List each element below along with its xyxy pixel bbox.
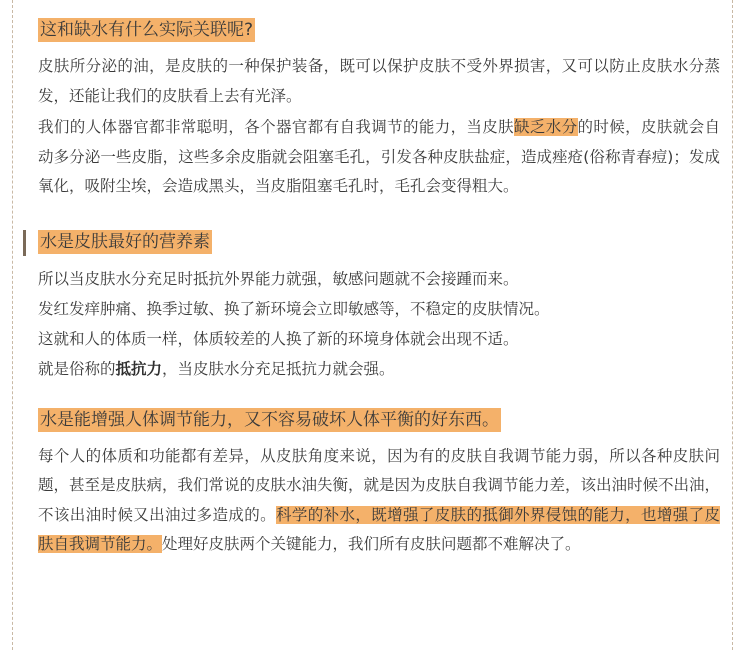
section-heading: 这和缺水有什么实际关联呢? bbox=[40, 20, 254, 40]
left-dashed-border bbox=[12, 0, 13, 650]
article-body bbox=[38, 18, 720, 570]
paragraph-line: 所以当皮肤水分充足时抵抗外界能力就强，敏感问题就不会接踵而来。 bbox=[38, 269, 519, 288]
text-span: ，当皮肤水分充足抵抗力就会强。 bbox=[162, 359, 395, 378]
section-heading: 水是能增强人体调节能力，又不容易破坏人体平衡的好东西。 bbox=[40, 409, 499, 430]
highlighted-text: 科学的补水，既增强了皮肤的抵御外界侵蚀的能力，也增强了皮肤自我调节能力。 bbox=[38, 505, 720, 553]
text-span: 每个人的体质和功能都有差异，从皮肤角度来说，因为有的皮肤自我调节能力弱，所以各种皮肤问题，甚至是皮肤病，我们常说的皮肤水油失衡，就是因为皮肤自我调节能力差，该出油时候不出油，不该出油时候又出油过多造成的。 bbox=[38, 446, 721, 524]
bold-text: 抵抗力 bbox=[115, 359, 163, 378]
heading-accent-bar bbox=[23, 230, 26, 256]
section-water-relation bbox=[38, 18, 720, 202]
paragraph bbox=[38, 113, 720, 202]
right-dashed-border bbox=[732, 0, 733, 650]
text-span: 我们的人体器官都非常聪明，各个器官都有自我调节的能力，当皮肤 bbox=[38, 118, 515, 136]
section-heading: 水是皮肤最好的营养素 bbox=[40, 231, 210, 252]
paragraph-line: 这就和人的体质一样，体质较差的人换了新的环境身体就会出现不适。 bbox=[38, 329, 519, 348]
text-span: 处理好皮肤两个关键能力，我们所有皮肤问题都不难解决了。 bbox=[162, 535, 581, 553]
text-span: 就是俗称的 bbox=[38, 359, 116, 378]
section-water-regulation bbox=[38, 408, 720, 560]
paragraph: 皮肤所分泌的油，是皮肤的一种保护装备，既可以保护皮肤不受外界损害，又可以防止皮肤水分蒸发，还能让我们的皮肤看上去有光泽。 bbox=[38, 57, 720, 105]
paragraph-line: 发红发痒肿痛、换季过敏、换了新环境会立即敏感等，不稳定的皮肤情况。 bbox=[38, 299, 550, 318]
section-water-nutrient bbox=[38, 230, 720, 384]
highlighted-text: 缺乏水分 bbox=[514, 118, 578, 136]
paragraph bbox=[38, 442, 720, 560]
paragraph-line bbox=[38, 354, 720, 384]
text-span: 的时候，皮肤就会自动多分泌一些皮脂，这些多余皮脂就会阻塞毛孔，引发各种皮肤盐症，造成痤疮(俗称青春痘)；发成氧化，吸附尘埃，会造成黑头，当皮脂阻塞毛孔时，毛孔会变得粗大。 bbox=[38, 118, 720, 195]
